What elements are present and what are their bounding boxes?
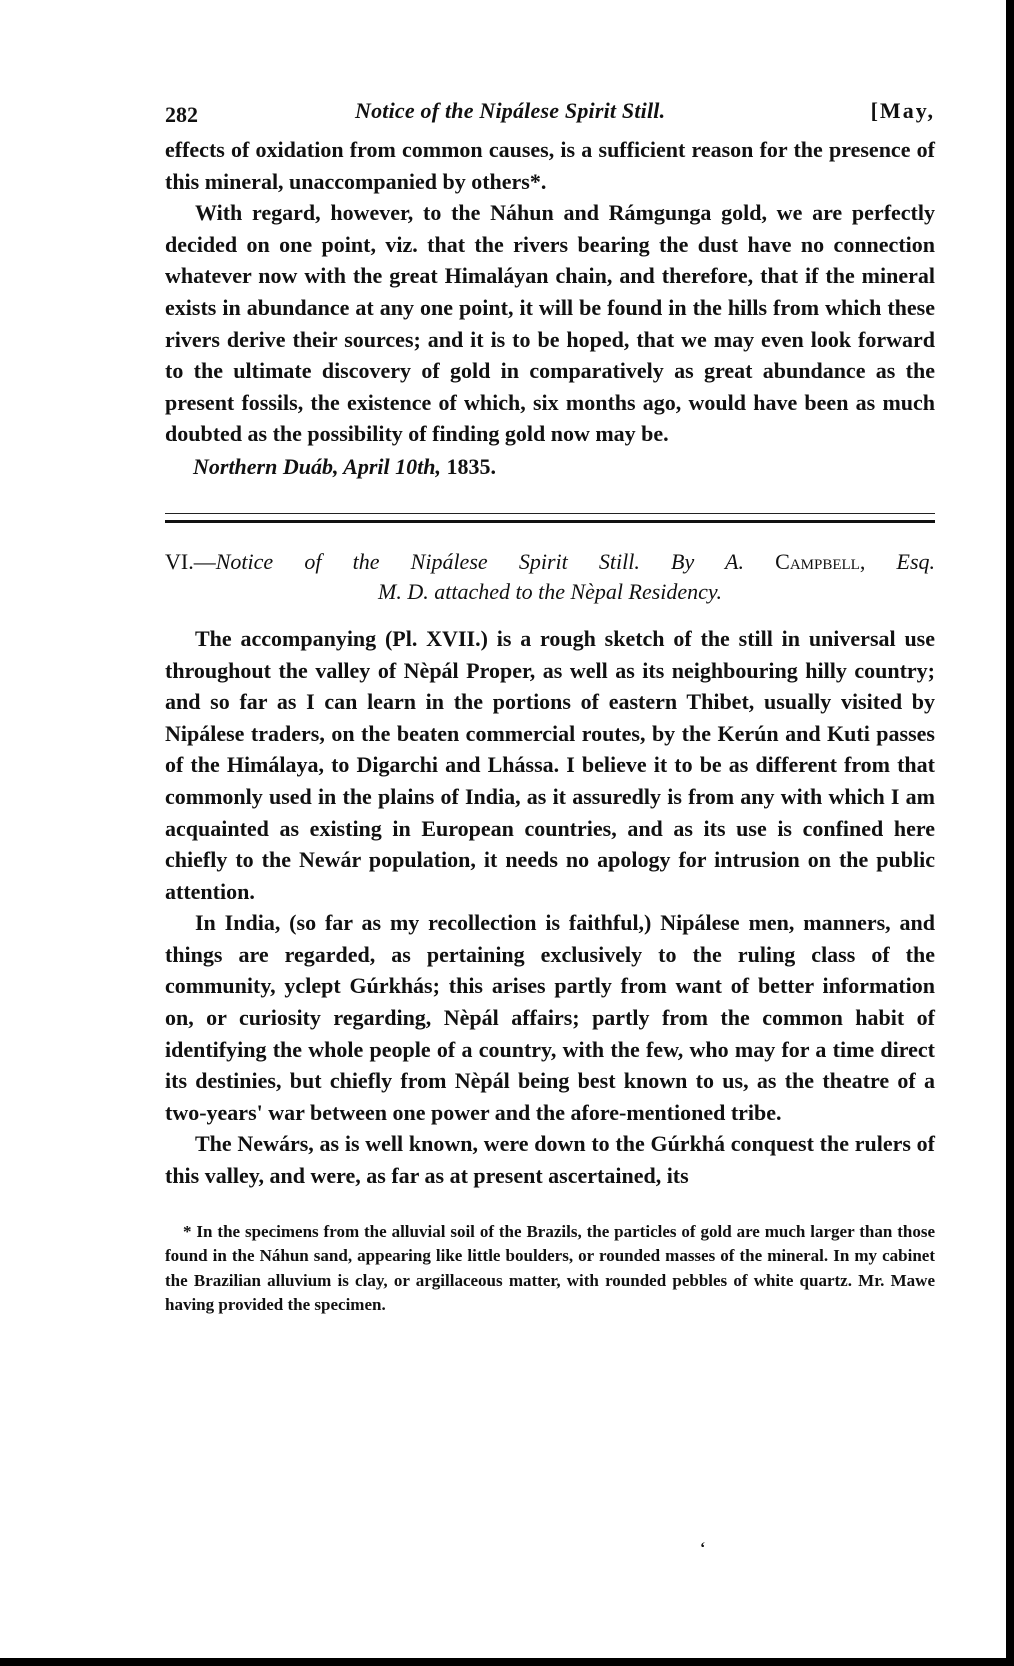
article-number: VI.— — [165, 548, 216, 574]
page-edge-bottom — [0, 1658, 1014, 1666]
footnote — [165, 1220, 935, 1318]
running-title: Notice of the Nipálese Spirit Still. — [355, 98, 666, 123]
previous-article-end — [165, 134, 935, 482]
stray-mark: ‘ — [700, 1540, 706, 1557]
article-by: By A. — [671, 548, 744, 574]
signature-year: 1835. — [446, 453, 496, 479]
signature-place: Northern Duáb, April 10th, — [193, 453, 441, 479]
article-title-line-2: M. D. attached to the Nèpal Residency. — [378, 578, 722, 604]
paragraph: The accompanying (Pl. XVII.) is a rough sketch of the still in universal use throughout the valley of Nèpál Proper, as well as its neighbouring hilly country; and so far as I can learn in the portions of eastern Thibet, usually visited by Nipálese traders, on the beaten commercial routes, by the Kerún and Kuti passes of the Himálaya, to Digarchi and Lhássa. I believe it to be as different from that commonly used in the plains of India, as it assuredly is from any with which I am acquainted as existing in European countries, and as its use is confined here chiefly to the Newár population, it needs no apology for intrusion on the public attention. — [165, 625, 935, 904]
page-edge-right — [1006, 0, 1014, 1666]
divider-rule — [165, 513, 935, 514]
running-head — [165, 94, 935, 134]
article-title — [165, 547, 935, 607]
signature-line — [165, 452, 935, 482]
paragraph: With regard, however, to the Náhun and Rámgunga gold, we are perfectly decided on one point, viz. that the rivers bearing the dust have no connection whatever now with the great Himaláyan chain, and therefore, that if the mineral exists in abundance at any one point, it will be found in the hills from which these rivers derive their sources; and it is to be hoped, that we may even look forward to the ultimate discovery of gold in comparatively as great abundance as the present fossils, the existence of which, six months ago, would have been as much doubted as the possibility of finding gold now may be. — [165, 200, 935, 447]
page — [165, 94, 935, 1318]
paragraph: In India, (so far as my recollection is faithful,) Nipálese men, manners, and things are regarded, as pertaining exclusively to the ruling class of the community, yclept Gúrkhás; this arises partly from want of better information on, or curiosity regarding, Nèpál affairs; partly from the common habit of identifying the whole people of a country, with the few, who may for a time direct its destinies, but chiefly from Nèpál being best known to us, as the theatre of a two-years' war between one power and the afore-mentioned tribe. — [165, 910, 935, 1125]
article-title-line-1 — [165, 547, 935, 577]
page-number: 282 — [165, 102, 198, 127]
article-title-text: Notice of the Nipálese Spirit Still. — [215, 548, 640, 574]
article-body — [165, 623, 935, 1192]
article-author: Campbell, — [775, 548, 866, 574]
divider-rule-thick — [165, 520, 935, 523]
footnote-text: In the specimens from the alluvial soil of the Brazils, the particles of gold are much larger than those found in the Náhun sand, appearing like little boulders, or rounded masses of the mineral. In my cabinet the Brazilian alluvium is clay, or argillaceous matter, with rounded pebbles of white quartz. Mr. Mawe having provided the specimen. — [165, 1221, 936, 1315]
running-date: [May, — [870, 98, 935, 123]
paragraph: The Newárs, as is well known, were down to the Gúrkhá conquest the rulers of this valley, and were, as far as at present ascertained, its — [165, 1131, 935, 1189]
article-degree: Esq. — [896, 548, 936, 574]
paragraph: effects of oxidation from common causes, is a sufficient reason for the presence of this mineral, unaccompanied by others*. — [165, 137, 935, 194]
footnote-mark: * — [183, 1221, 192, 1241]
